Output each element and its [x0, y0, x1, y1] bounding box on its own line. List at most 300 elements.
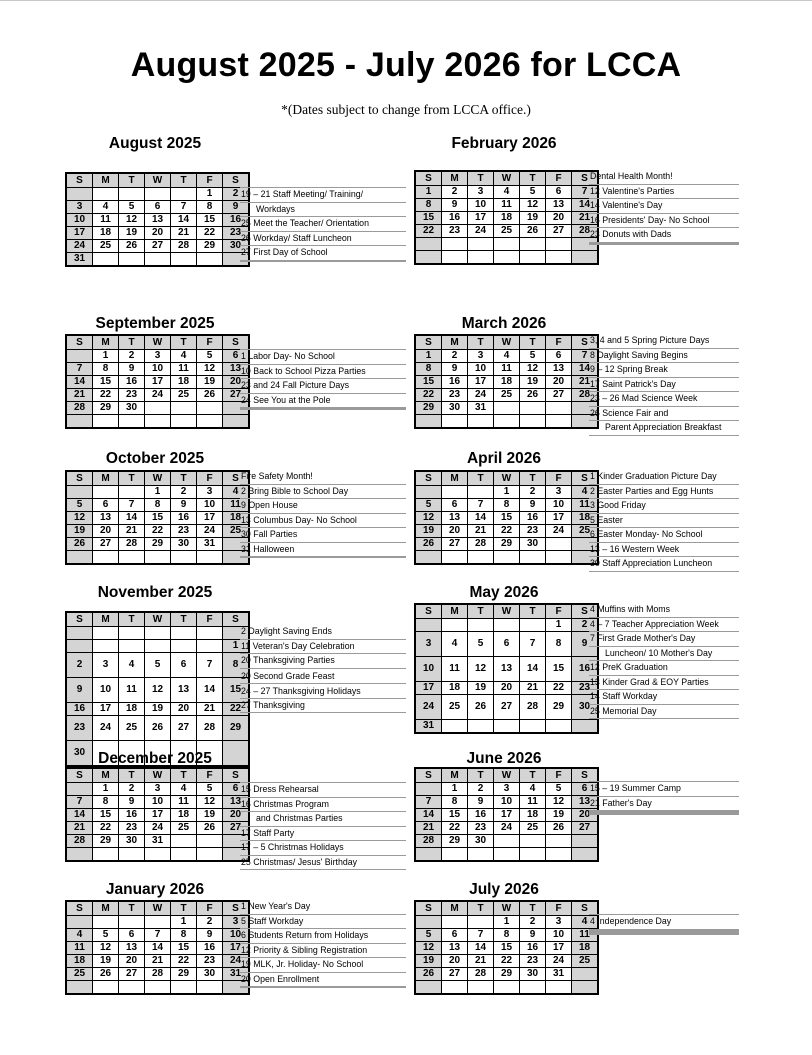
weekday-header: M	[93, 768, 119, 783]
event-note: 24 See You at the Pole	[240, 394, 406, 409]
day-cell: 8	[415, 199, 442, 212]
weekday-header-row	[415, 604, 598, 619]
week-row	[66, 376, 249, 389]
day-cell	[442, 619, 468, 632]
notes-august-2025	[240, 187, 406, 262]
day-cell: 14	[145, 942, 171, 955]
weekday-header-row	[415, 471, 598, 486]
weekday-header: T	[468, 335, 494, 350]
day-cell: 8	[494, 499, 520, 512]
day-cell: 5	[145, 653, 171, 678]
day-cell: 21	[572, 212, 599, 225]
event-note: Dental Health Month!	[589, 170, 739, 185]
day-cell: 9	[66, 678, 93, 703]
event-note: 4 Muffins with Moms	[589, 603, 739, 618]
day-cell: 14	[572, 199, 599, 212]
weekday-header: W	[494, 604, 520, 619]
day-cell: 22	[494, 955, 520, 968]
event-note: 2 Daylight Saving Ends	[240, 625, 406, 640]
day-cell: 19	[197, 376, 223, 389]
week-row	[66, 402, 249, 415]
day-cell: 24	[415, 695, 442, 720]
week-row	[415, 551, 598, 565]
day-cell: 9	[171, 499, 197, 512]
day-cell: 15	[197, 214, 223, 227]
day-cell: 17	[145, 376, 171, 389]
day-cell: 13	[546, 363, 572, 376]
day-cell	[66, 415, 93, 429]
day-cell	[468, 415, 494, 429]
event-note: 8 Daylight Saving Begins	[589, 349, 739, 364]
day-cell: 29	[171, 968, 197, 981]
week-row	[66, 188, 249, 201]
weekday-header-row	[415, 901, 598, 916]
day-cell: 26	[546, 822, 572, 835]
event-note: 6 Easter Monday- No School	[589, 528, 739, 543]
week-row	[415, 363, 598, 376]
day-cell: 1	[415, 350, 442, 363]
day-cell: 12	[119, 214, 145, 227]
notes-july-2026	[589, 914, 739, 935]
week-row	[415, 486, 598, 499]
month-title-july-2026: July 2026	[469, 881, 539, 898]
week-row	[415, 238, 598, 251]
day-cell: 11	[520, 796, 546, 809]
day-cell: 25	[572, 525, 599, 538]
day-cell	[171, 627, 197, 640]
day-cell: 21	[119, 525, 145, 538]
week-row	[66, 253, 249, 267]
month-grid-september-2025	[65, 334, 250, 429]
day-cell: 3	[546, 486, 572, 499]
weekday-header: T	[520, 171, 546, 186]
day-cell	[415, 981, 442, 995]
event-note: 2 Bring Bible to School Day	[240, 485, 406, 500]
day-cell: 16	[119, 809, 145, 822]
day-cell	[572, 720, 599, 734]
event-note: 17 Staff Party	[240, 827, 406, 842]
day-cell: 12	[145, 678, 171, 703]
event-note: 13 Columbus Day- No School	[240, 514, 406, 529]
weekday-header: W	[145, 901, 171, 916]
day-cell	[442, 415, 468, 429]
day-cell: 8	[171, 929, 197, 942]
week-row	[66, 916, 249, 929]
event-note: 15 – 19 Summer Camp	[589, 782, 739, 797]
day-cell: 15	[171, 942, 197, 955]
day-cell: 26	[197, 389, 223, 402]
weekday-header: F	[546, 901, 572, 916]
weekday-header: S	[66, 471, 93, 486]
day-cell: 18	[494, 376, 520, 389]
month-grid-march-2026	[414, 334, 599, 429]
day-cell: 11	[494, 199, 520, 212]
day-cell	[442, 720, 468, 734]
day-cell: 20	[494, 682, 520, 695]
week-row	[66, 363, 249, 376]
day-cell: 26	[520, 389, 546, 402]
day-cell	[520, 835, 546, 848]
day-cell: 6	[442, 929, 468, 942]
weekday-header: M	[93, 901, 119, 916]
event-note: 1 Kinder Graduation Picture Day	[589, 470, 739, 485]
day-cell: 28	[119, 538, 145, 551]
week-row	[66, 942, 249, 955]
week-row	[66, 929, 249, 942]
weekday-header: S	[415, 768, 442, 783]
weekday-header: F	[546, 471, 572, 486]
day-cell: 26	[119, 240, 145, 253]
weekday-header: S	[415, 604, 442, 619]
event-note: 25 Christmas/ Jesus' Birthday	[240, 856, 406, 871]
week-row	[66, 955, 249, 968]
page-subtitle: *(Dates subject to change from LCCA office.)	[281, 102, 531, 117]
day-cell: 11	[171, 796, 197, 809]
day-cell: 18	[572, 942, 599, 955]
week-row	[415, 619, 598, 632]
week-row	[415, 695, 598, 720]
day-cell	[572, 835, 599, 848]
day-cell: 3	[494, 783, 520, 796]
day-cell: 22	[93, 389, 119, 402]
day-cell: 3	[197, 486, 223, 499]
day-cell: 22	[442, 822, 468, 835]
day-cell: 9	[572, 632, 599, 657]
day-cell: 25	[223, 525, 250, 538]
day-cell: 22	[415, 225, 442, 238]
day-cell: 4	[572, 916, 599, 929]
weekday-header: T	[520, 335, 546, 350]
weekday-header: W	[494, 335, 520, 350]
day-cell	[442, 251, 468, 265]
day-cell	[546, 720, 572, 734]
day-cell: 28	[572, 389, 599, 402]
weekday-header: W	[494, 471, 520, 486]
week-row	[66, 783, 249, 796]
weekday-header: S	[223, 768, 250, 783]
day-cell: 25	[171, 389, 197, 402]
event-note: 23 Donuts with Dads	[589, 228, 739, 243]
day-cell: 22	[546, 682, 572, 695]
day-cell: 4	[520, 783, 546, 796]
day-cell	[197, 981, 223, 995]
day-cell: 15	[93, 809, 119, 822]
day-cell	[197, 551, 223, 565]
event-note: 13 Kinder Grad & EOY Parties	[589, 676, 739, 691]
day-cell: 30	[223, 240, 250, 253]
event-note	[240, 261, 406, 262]
weekday-header: M	[93, 612, 119, 627]
day-cell: 11	[223, 499, 250, 512]
day-cell: 7	[66, 363, 93, 376]
day-cell: 24	[145, 822, 171, 835]
day-cell: 20	[93, 525, 119, 538]
event-note: 21 Father's Day	[589, 797, 739, 812]
day-cell	[119, 848, 145, 862]
day-cell	[171, 981, 197, 995]
day-cell	[442, 551, 468, 565]
day-cell	[197, 848, 223, 862]
day-cell: 5	[468, 632, 494, 657]
day-cell	[119, 640, 145, 653]
day-cell: 16	[119, 376, 145, 389]
day-cell: 14	[66, 809, 93, 822]
month-title-january-2026: January 2026	[105, 881, 205, 898]
day-cell: 17	[468, 212, 494, 225]
day-cell: 22	[223, 703, 250, 716]
day-cell: 10	[145, 363, 171, 376]
day-cell	[546, 402, 572, 415]
day-cell	[520, 238, 546, 251]
week-row	[415, 186, 598, 199]
day-cell: 1	[145, 486, 171, 499]
day-cell: 31	[223, 968, 250, 981]
event-note: 12 Priority & Sibling Registration	[240, 944, 406, 959]
day-cell	[468, 486, 494, 499]
day-cell: 9	[520, 499, 546, 512]
day-cell: 23	[197, 955, 223, 968]
weekday-header: W	[494, 171, 520, 186]
day-cell	[546, 251, 572, 265]
day-cell: 7	[415, 796, 442, 809]
day-cell: 31	[468, 402, 494, 415]
event-note	[240, 409, 406, 410]
day-cell: 5	[546, 783, 572, 796]
day-cell	[66, 350, 93, 363]
day-cell	[468, 251, 494, 265]
weekday-header-row	[66, 335, 249, 350]
day-cell: 24	[546, 955, 572, 968]
event-note: 17 Saint Patrick's Day	[589, 378, 739, 393]
event-note	[589, 934, 739, 935]
day-cell	[66, 848, 93, 862]
day-cell: 20	[442, 955, 468, 968]
day-cell: 16	[66, 703, 93, 716]
weekday-header: S	[223, 901, 250, 916]
day-cell: 18	[223, 512, 250, 525]
day-cell: 20	[171, 703, 197, 716]
weekday-header: S	[572, 604, 599, 619]
day-cell: 12	[197, 796, 223, 809]
day-cell: 23	[171, 525, 197, 538]
weekday-header: W	[494, 901, 520, 916]
day-cell: 5	[197, 783, 223, 796]
day-cell: 11	[119, 678, 145, 703]
weekday-header: W	[145, 612, 171, 627]
week-row	[415, 632, 598, 657]
day-cell: 17	[145, 809, 171, 822]
week-row	[415, 942, 598, 955]
weekday-header-row	[66, 173, 249, 188]
event-note: 25 Meet the Teacher/ Orientation	[240, 217, 406, 232]
day-cell: 3	[468, 350, 494, 363]
day-cell	[494, 619, 520, 632]
weekday-header: F	[197, 612, 223, 627]
day-cell: 12	[415, 942, 442, 955]
day-cell: 23	[572, 682, 599, 695]
day-cell: 19	[520, 376, 546, 389]
day-cell: 17	[93, 703, 119, 716]
weekday-header: T	[171, 471, 197, 486]
event-note: 19 MLK, Jr. Holiday- No School	[240, 958, 406, 973]
day-cell	[468, 551, 494, 565]
day-cell: 18	[93, 227, 119, 240]
day-cell: 31	[415, 720, 442, 734]
day-cell: 12	[520, 199, 546, 212]
day-cell	[468, 981, 494, 995]
day-cell: 14	[572, 363, 599, 376]
day-cell: 5	[66, 499, 93, 512]
day-cell	[546, 981, 572, 995]
day-cell: 14	[119, 512, 145, 525]
event-note: 3, 4 and 5 Spring Picture Days	[589, 334, 739, 349]
day-cell	[171, 835, 197, 848]
month-grid-july-2026	[414, 900, 599, 995]
day-cell: 16	[572, 657, 599, 682]
notes-january-2026	[240, 900, 406, 988]
weekday-header: T	[468, 604, 494, 619]
month-grid-february-2026	[414, 170, 599, 265]
weekday-header: T	[520, 768, 546, 783]
day-cell: 1	[197, 188, 223, 201]
weekday-header: F	[197, 173, 223, 188]
month-grid-october-2025	[65, 470, 250, 565]
day-cell: 22	[145, 525, 171, 538]
day-cell	[494, 251, 520, 265]
day-cell	[468, 916, 494, 929]
day-cell: 10	[415, 657, 442, 682]
day-cell: 16	[171, 512, 197, 525]
week-row	[66, 822, 249, 835]
day-cell: 24	[468, 389, 494, 402]
event-note: 26 Workday/ Staff Luncheon	[240, 232, 406, 247]
day-cell	[93, 981, 119, 995]
weekday-header: S	[572, 335, 599, 350]
day-cell: 8	[494, 929, 520, 942]
day-cell: 19	[119, 227, 145, 240]
notes-october-2025	[240, 470, 406, 558]
week-row	[66, 678, 249, 703]
day-cell: 21	[520, 682, 546, 695]
event-note	[240, 987, 406, 988]
weekday-header: T	[520, 901, 546, 916]
day-cell: 10	[494, 796, 520, 809]
day-cell: 19	[468, 682, 494, 695]
day-cell: 6	[223, 350, 250, 363]
day-cell: 25	[572, 955, 599, 968]
day-cell: 18	[119, 703, 145, 716]
day-cell: 1	[93, 783, 119, 796]
day-cell: 23	[442, 389, 468, 402]
day-cell: 12	[415, 512, 442, 525]
week-row	[415, 212, 598, 225]
weekday-header: T	[468, 901, 494, 916]
weekday-header: M	[442, 604, 468, 619]
day-cell	[171, 188, 197, 201]
day-cell	[468, 720, 494, 734]
day-cell	[415, 238, 442, 251]
week-row	[66, 499, 249, 512]
week-row	[415, 720, 598, 734]
day-cell: 19	[145, 703, 171, 716]
day-cell: 5	[520, 186, 546, 199]
weekday-header-row	[415, 768, 598, 783]
day-cell	[93, 551, 119, 565]
weekday-header: F	[197, 901, 223, 916]
event-note: 3 Good Friday	[589, 499, 739, 514]
day-cell: 13	[546, 199, 572, 212]
day-cell: 2	[572, 619, 599, 632]
month-grid-june-2026	[414, 767, 599, 862]
weekday-header: F	[197, 335, 223, 350]
weekday-header: S	[572, 171, 599, 186]
day-cell: 14	[415, 809, 442, 822]
event-note: 13 – 16 Western Week	[589, 543, 739, 558]
day-cell: 6	[119, 929, 145, 942]
week-row	[415, 402, 598, 415]
day-cell	[442, 238, 468, 251]
week-row	[415, 525, 598, 538]
day-cell	[93, 627, 119, 640]
weekday-header-row	[415, 171, 598, 186]
week-row	[415, 822, 598, 835]
day-cell	[145, 916, 171, 929]
day-cell: 8	[223, 653, 250, 678]
day-cell: 5	[415, 499, 442, 512]
day-cell: 3	[415, 632, 442, 657]
day-cell: 27	[494, 695, 520, 720]
day-cell: 23	[468, 822, 494, 835]
day-cell	[66, 188, 93, 201]
day-cell: 17	[546, 942, 572, 955]
day-cell: 2	[171, 486, 197, 499]
week-row	[415, 225, 598, 238]
month-title-april-2026: April 2026	[466, 450, 542, 467]
weekday-header: M	[93, 335, 119, 350]
day-cell: 30	[66, 741, 93, 767]
day-cell: 18	[494, 212, 520, 225]
day-cell: 29	[546, 695, 572, 720]
weekday-header: W	[145, 335, 171, 350]
day-cell: 8	[93, 796, 119, 809]
day-cell	[442, 916, 468, 929]
event-note: 15 Dress Rehearsal	[240, 783, 406, 798]
notes-april-2026	[589, 470, 739, 572]
day-cell: 27	[442, 538, 468, 551]
week-row	[415, 783, 598, 796]
day-cell	[415, 551, 442, 565]
day-cell: 18	[171, 809, 197, 822]
event-note: 19 – 21 Staff Meeting/ Training/	[240, 188, 406, 203]
day-cell: 29	[415, 402, 442, 415]
day-cell: 1	[171, 916, 197, 929]
day-cell	[66, 640, 93, 653]
day-cell: 20	[546, 376, 572, 389]
week-row	[66, 350, 249, 363]
weekday-header: S	[66, 173, 93, 188]
day-cell: 19	[546, 809, 572, 822]
event-note: 16 Christmas Program	[240, 798, 406, 813]
day-cell: 21	[197, 703, 223, 716]
day-cell: 13	[223, 363, 250, 376]
weekday-header: S	[572, 768, 599, 783]
day-cell: 28	[145, 968, 171, 981]
day-cell	[494, 551, 520, 565]
day-cell	[93, 188, 119, 201]
day-cell: 17	[66, 227, 93, 240]
month-grid-november-2025	[65, 611, 250, 767]
day-cell: 29	[93, 835, 119, 848]
